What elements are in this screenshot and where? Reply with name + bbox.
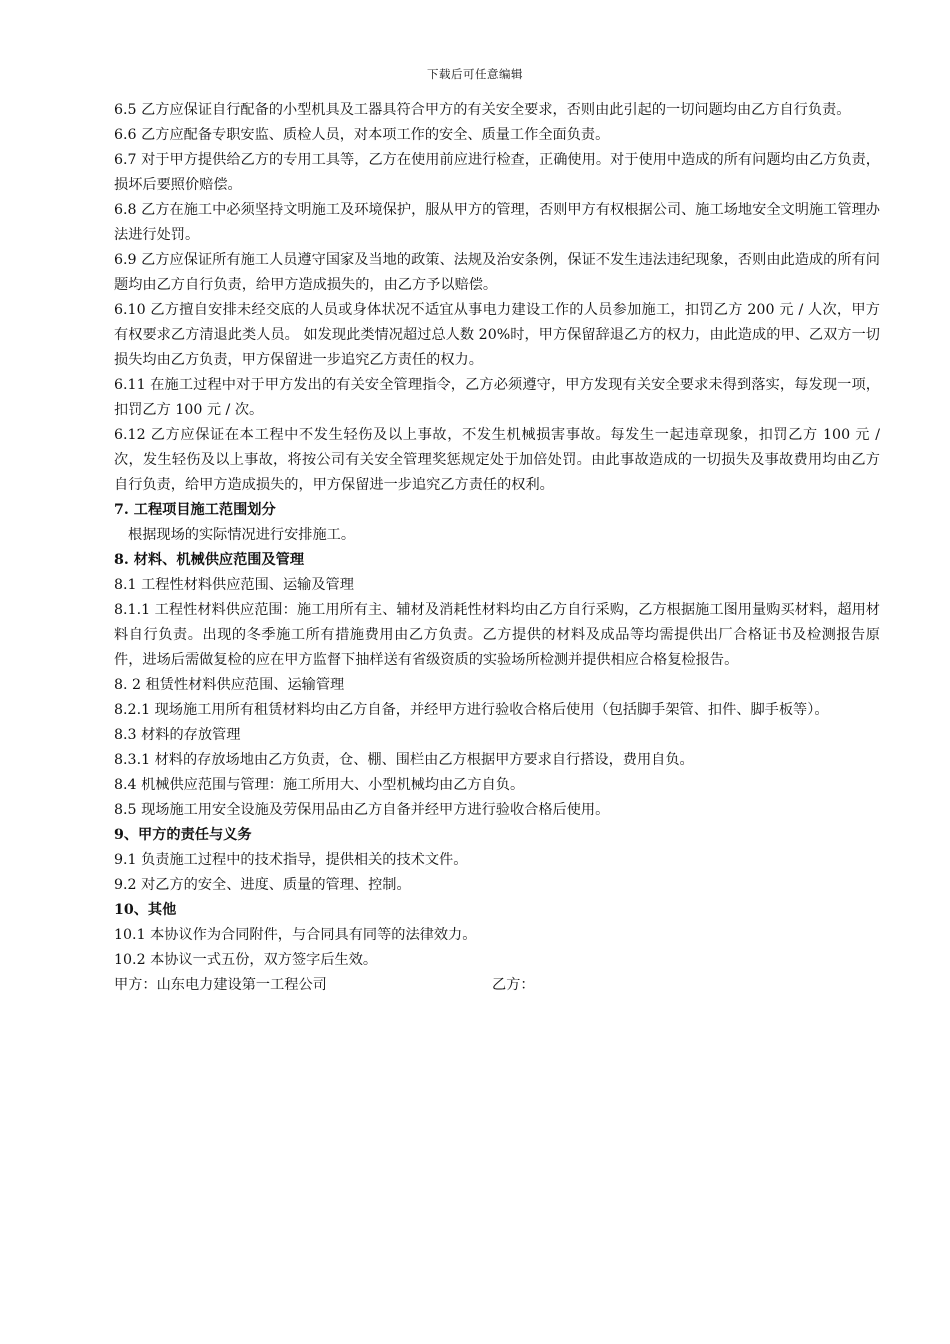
section-8-heading: 8. 材料、机械供应范围及管理 bbox=[114, 552, 305, 568]
section-7-heading: 7. 工程项目施工范围划分 bbox=[114, 502, 276, 518]
clause-9-1: 9.1 负责施工过程中的技术指导，提供相关的技术文件。 bbox=[114, 852, 468, 868]
clause-10-1: 10.1 本协议作为合同附件，与合同具有同等的法律效力。 bbox=[114, 927, 477, 943]
clause-8-2-1: 8.2.1 现场施工用所有租赁材料均由乙方自备，并经甲方进行验收合格后使用（包括脚手架管、扣件、脚手板等）。 bbox=[114, 702, 829, 718]
section-10-heading: 10、其他 bbox=[114, 902, 177, 918]
clause-8-2: 8. 2 租赁性材料供应范围、运输管理 bbox=[114, 677, 345, 693]
clause-6-7: 6.7 对于甲方提供给乙方的专用工具等，乙方在使用前应进行检查，正确使用。对于使用中造成的所有问题均由乙方负责，损坏后要照价赔偿。 bbox=[114, 152, 880, 193]
clause-6-6: 6.6 乙方应配备专职安监、质检人员，对本项工作的安全、质量工作全面负责。 bbox=[114, 127, 610, 143]
clause-9-2: 9.2 对乙方的安全、进度、质量的管理、控制。 bbox=[114, 877, 411, 893]
signature-party-a: 甲方：山东电力建设第一工程公司 bbox=[114, 977, 327, 993]
clause-6-9: 6.9 乙方应保证所有施工人员遵守国家及当地的政策、法规及治安条例，保证不发生违法违纪现象，否则由此造成的所有问题均由乙方自行负责，给甲方造成损失的，由乙方予以赔偿。 bbox=[114, 252, 880, 293]
clause-6-12: 6.12 乙方应保证在本工程中不发生轻伤及以上事故，不发生机械损害事故。每发生一起违章现象，扣罚乙方 100 元 / 次，发生轻伤及以上事故，将按公司有关安全管理奖惩规定处于加倍处罚。由此事故造成的一切损失及事故费用均由乙方自行负责，给甲方造成损失的，甲方保留进一步追究乙方责任的权利。 bbox=[114, 427, 880, 493]
clause-6-10: 6.10 乙方擅自安排未经交底的人员或身体状况不适宜从事电力建设工作的人员参加施工，扣罚乙方 200 元 / 人次，甲方有权要求乙方清退此类人员。 如发现此类情况超过总人数 20%时，甲方保留辞退乙方的权力，由此造成的甲、乙双方一切损失均由乙方负责，甲方保留进一步追究乙方责任的权力。 bbox=[114, 302, 880, 368]
clause-6-8: 6.8 乙方在施工中必须坚持文明施工及环境保护，服从甲方的管理，否则甲方有权根据公司、施工场地安全文明施工管理办法进行处罚。 bbox=[114, 202, 880, 243]
clause-8-3-1: 8.3.1 材料的存放场地由乙方负责，仓、棚、围栏由乙方根据甲方要求自行搭设，费用自负。 bbox=[114, 752, 694, 768]
clause-8-1: 8.1 工程性材料供应范围、运输及管理 bbox=[114, 577, 354, 593]
clause-8-3: 8.3 材料的存放管理 bbox=[114, 727, 241, 743]
section-7-text: 根据现场的实际情况进行安排施工。 bbox=[128, 527, 356, 543]
clause-8-1-1: 8.1.1 工程性材料供应范围：施工用所有主、辅材及消耗性材料均由乙方自行采购，乙方根据施工图用量购买材料，超用材料自行负责。出现的冬季施工所有措施费用由乙方负责。乙方提供的材料及成品等均需提供出厂合格证书及检测报告原件，进场后需做复检的应在甲方监督下抽样送有省级资质的实验场所检测并提供相应合格复检报告。 bbox=[114, 602, 880, 668]
section-9-heading: 9、甲方的责任与义务 bbox=[114, 827, 252, 843]
clause-8-5: 8.5 现场施工用安全设施及劳保用品由乙方自备并经甲方进行验收合格后使用。 bbox=[114, 802, 610, 818]
page-header: 下载后可任意编辑 bbox=[427, 67, 523, 81]
signature-line bbox=[114, 973, 880, 998]
clause-6-5: 6.5 乙方应保证自行配备的小型机具及工器具符合甲方的有关安全要求，否则由此引起的一切问题均由乙方自行负责。 bbox=[114, 102, 851, 118]
document-body bbox=[114, 98, 880, 998]
clause-6-11: 6.11 在施工过程中对于甲方发出的有关安全管理指令，乙方必须遵守，甲方发现有关安全要求未得到落实，每发现一项，扣罚乙方 100 元 / 次。 bbox=[114, 377, 880, 418]
signature-party-b: 乙方： bbox=[492, 977, 535, 993]
clause-8-4: 8.4 机械供应范围与管理：施工所用大、小型机械均由乙方自负。 bbox=[114, 777, 525, 793]
clause-10-2: 10.2 本协议一式五份，双方签字后生效。 bbox=[114, 952, 378, 968]
